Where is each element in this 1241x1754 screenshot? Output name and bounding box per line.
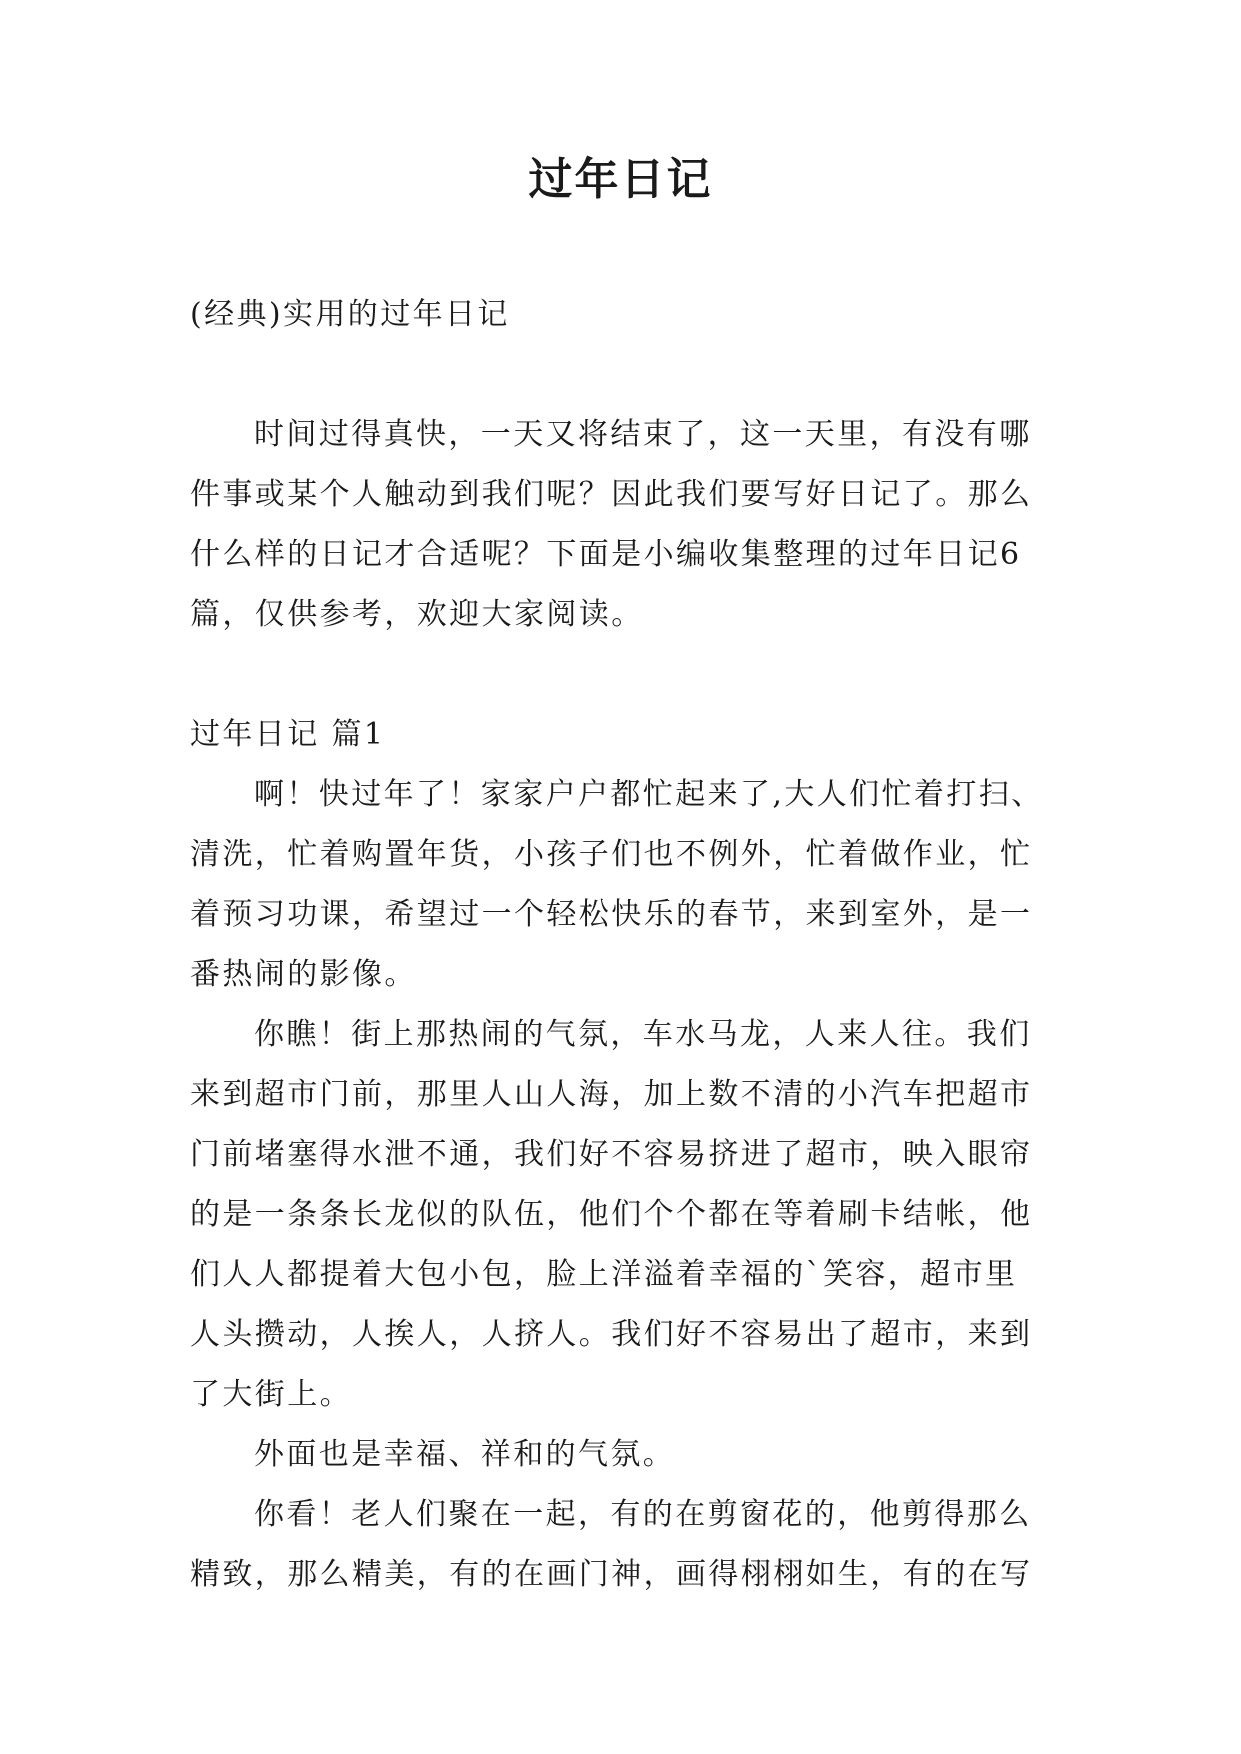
paragraph-line: 了大街上。 bbox=[190, 1377, 352, 1412]
paragraph-line: 来到超市门前，那里人山人海，加上数不清的小汽车把超市 bbox=[190, 1077, 1033, 1112]
paragraph-line: 啊！快过年了！家家户户都忙起来了,大人们忙着打扫、 bbox=[254, 777, 1044, 812]
intro-line: 什么样的日记才合适呢？下面是小编收集整理的过年日记6 bbox=[190, 537, 1022, 572]
paragraph-line: 番热闹的影像。 bbox=[190, 957, 417, 992]
section-heading: 过年日记 篇1 bbox=[190, 717, 386, 752]
paragraph-line: 的是一条条长龙似的队伍，他们个个都在等着刷卡结帐，他 bbox=[190, 1197, 1033, 1232]
paragraph-line: 清洗，忙着购置年货，小孩子们也不例外，忙着做作业，忙 bbox=[190, 837, 1033, 872]
paragraph-line: 你瞧！街上那热闹的气氛，车水马龙，人来人往。我们 bbox=[254, 1017, 1032, 1052]
paragraph-line: 你看！老人们聚在一起，有的在剪窗花的，他剪得那么 bbox=[254, 1497, 1032, 1532]
paragraph-4 bbox=[190, 1485, 1050, 1605]
document-body bbox=[190, 285, 1050, 1605]
document-title: 过年日记 bbox=[528, 154, 713, 205]
document-subtitle: (经典)实用的过年日记 bbox=[190, 297, 510, 332]
paragraph-line: 精致，那么精美，有的在画门神，画得栩栩如生，有的在写 bbox=[190, 1557, 1033, 1592]
intro-line: 件事或某个人触动到我们呢？因此我们要写好日记了。那么 bbox=[190, 477, 1033, 512]
intro-paragraph bbox=[190, 405, 1050, 645]
paragraph-line: 人头攒动，人挨人，人挤人。我们好不容易出了超市，来到 bbox=[190, 1317, 1033, 1352]
paragraph-line: 们人人都提着大包小包，脸上洋溢着幸福的`笑容，超市里 bbox=[190, 1257, 1018, 1292]
paragraph-line: 外面也是幸福、祥和的气氛。 bbox=[254, 1437, 676, 1472]
intro-line: 时间过得真快，一天又将结束了，这一天里，有没有哪 bbox=[254, 417, 1032, 452]
paragraph-line: 门前堵塞得水泄不通，我们好不容易挤进了超市，映入眼帘 bbox=[190, 1137, 1033, 1172]
paragraph-1 bbox=[190, 765, 1050, 1005]
paragraph-3 bbox=[190, 1425, 1050, 1485]
intro-line: 篇，仅供参考，欢迎大家阅读。 bbox=[190, 597, 644, 632]
paragraph-2 bbox=[190, 1005, 1050, 1425]
spacer bbox=[190, 645, 1050, 705]
spacer bbox=[190, 345, 1050, 405]
paragraph-line: 着预习功课，希望过一个轻松快乐的春节，来到室外，是一 bbox=[190, 897, 1033, 932]
